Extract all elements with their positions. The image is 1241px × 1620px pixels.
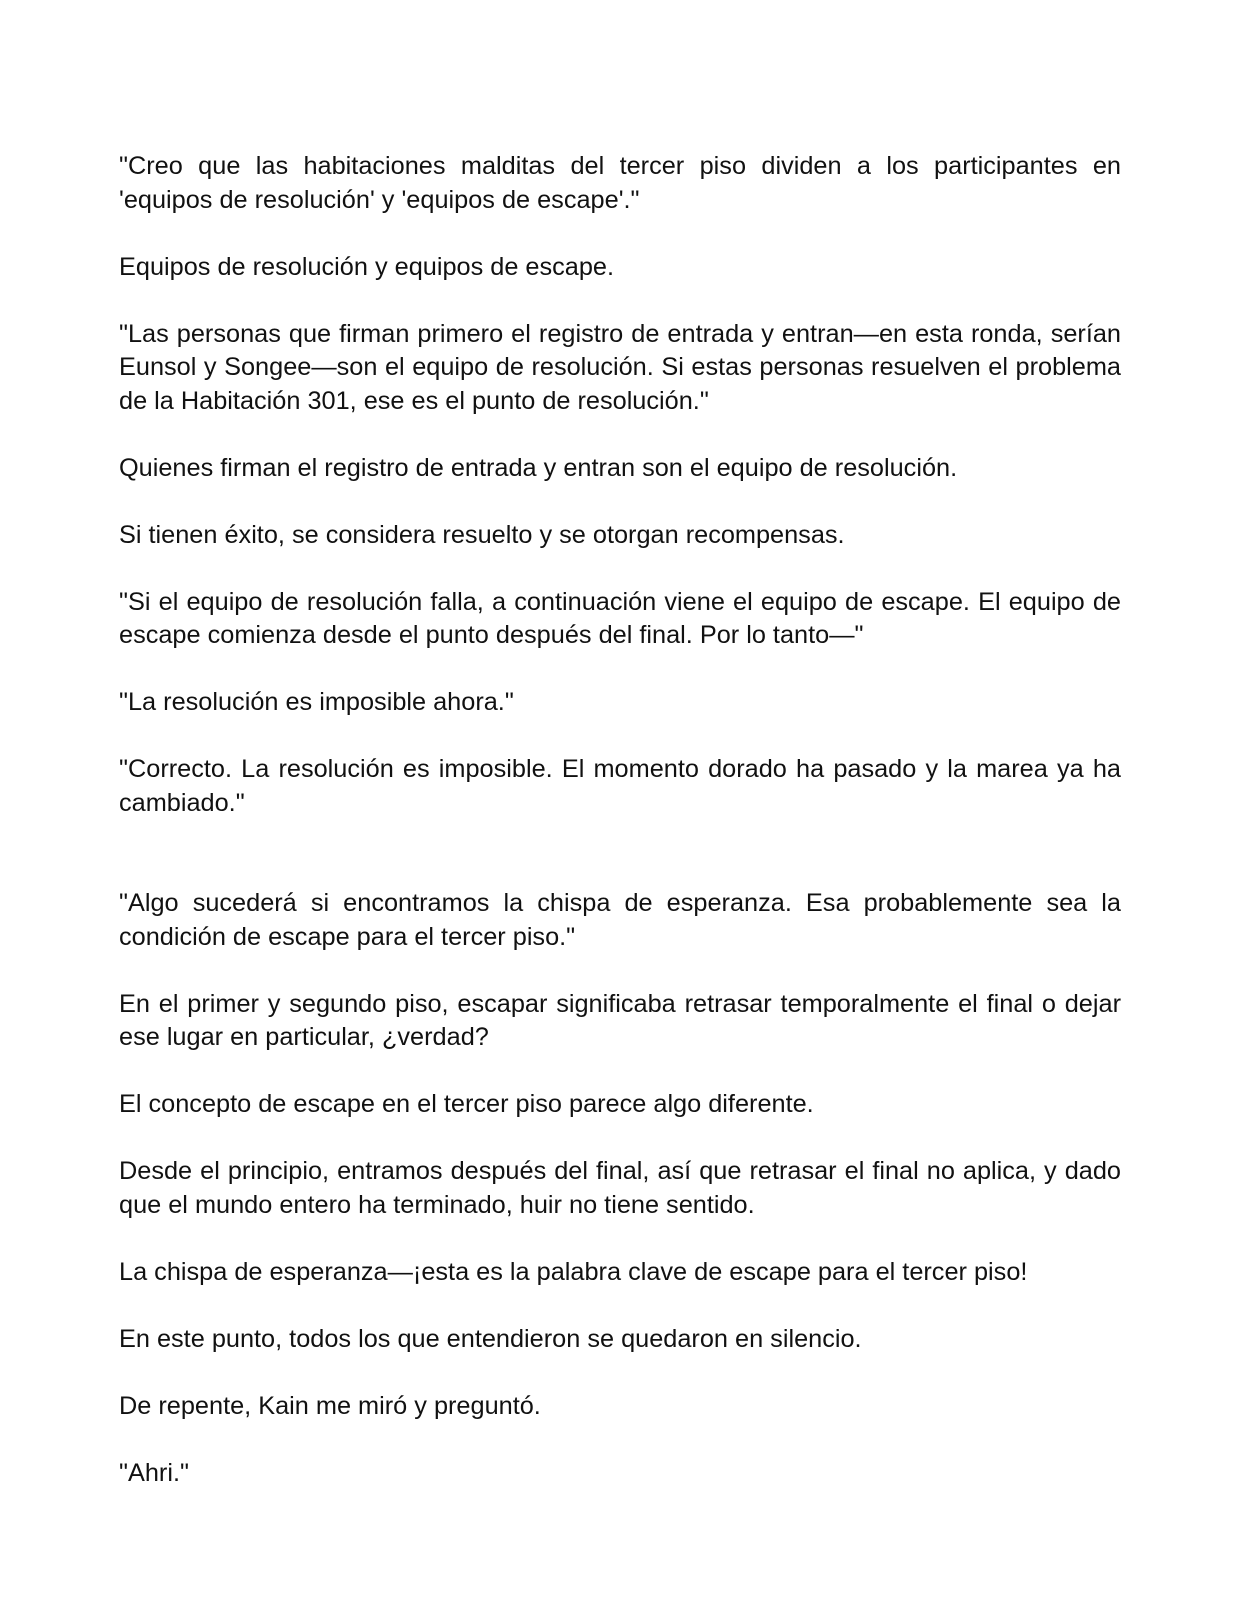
paragraph: Quienes firman el registro de entrada y entran son el equipo de resolución.: [119, 453, 958, 482]
paragraph: El concepto de escape en el tercer piso parece algo diferente.: [119, 1090, 814, 1118]
paragraph: "Creo que las habitaciones malditas del tercer piso dividen a los participantes en 'equipos de resolución' y 'equipos de escape'.": [119, 152, 1121, 214]
paragraph: Equipos de resolución y equipos de escape.: [119, 252, 615, 281]
paragraph: "Las personas que firman primero el registro de entrada y entran—en esta ronda, serían Eunsol y Songee—son el equipo de resolución. Si estas personas resuelven el problema de la Habitación 301, ese es el punto de resolución.": [119, 319, 1121, 415]
body-text: [119, 150, 1121, 1524]
paragraph: "Ahri.": [119, 1458, 189, 1487]
paragraph: En el primer y segundo piso, escapar significaba retrasar temporalmente el final o dejar ese lugar en particular, ¿verdad?: [119, 989, 1121, 1051]
paragraph: "La resolución es imposible ahora.": [119, 688, 514, 716]
paragraph: De repente, Kain me miró y preguntó.: [119, 1391, 541, 1420]
paragraph: "Correcto. La resolución es imposible. El momento dorado ha pasado y la marea ya ha cambiado.": [119, 755, 1121, 817]
paragraph: "Si el equipo de resolución falla, a continuación viene el equipo de escape. El equipo de escape comienza desde el punto después del final. Por lo tanto—": [119, 587, 1121, 649]
paragraph: La chispa de esperanza—¡esta es la palabra clave de escape para el tercer piso!: [119, 1257, 1028, 1286]
paragraph: En este punto, todos los que entendieron se quedaron en silencio.: [119, 1324, 862, 1353]
paragraph: Desde el principio, entramos después del final, así que retrasar el final no aplica, y dado que el mundo entero ha terminado, huir no tiene sentido.: [119, 1157, 1121, 1219]
paragraph: Si tienen éxito, se considera resuelto y se otorgan recompensas.: [119, 520, 845, 549]
paragraph: "Algo sucederá si encontramos la chispa de esperanza. Esa probablemente sea la condición de escape para el tercer piso.": [119, 889, 1121, 951]
